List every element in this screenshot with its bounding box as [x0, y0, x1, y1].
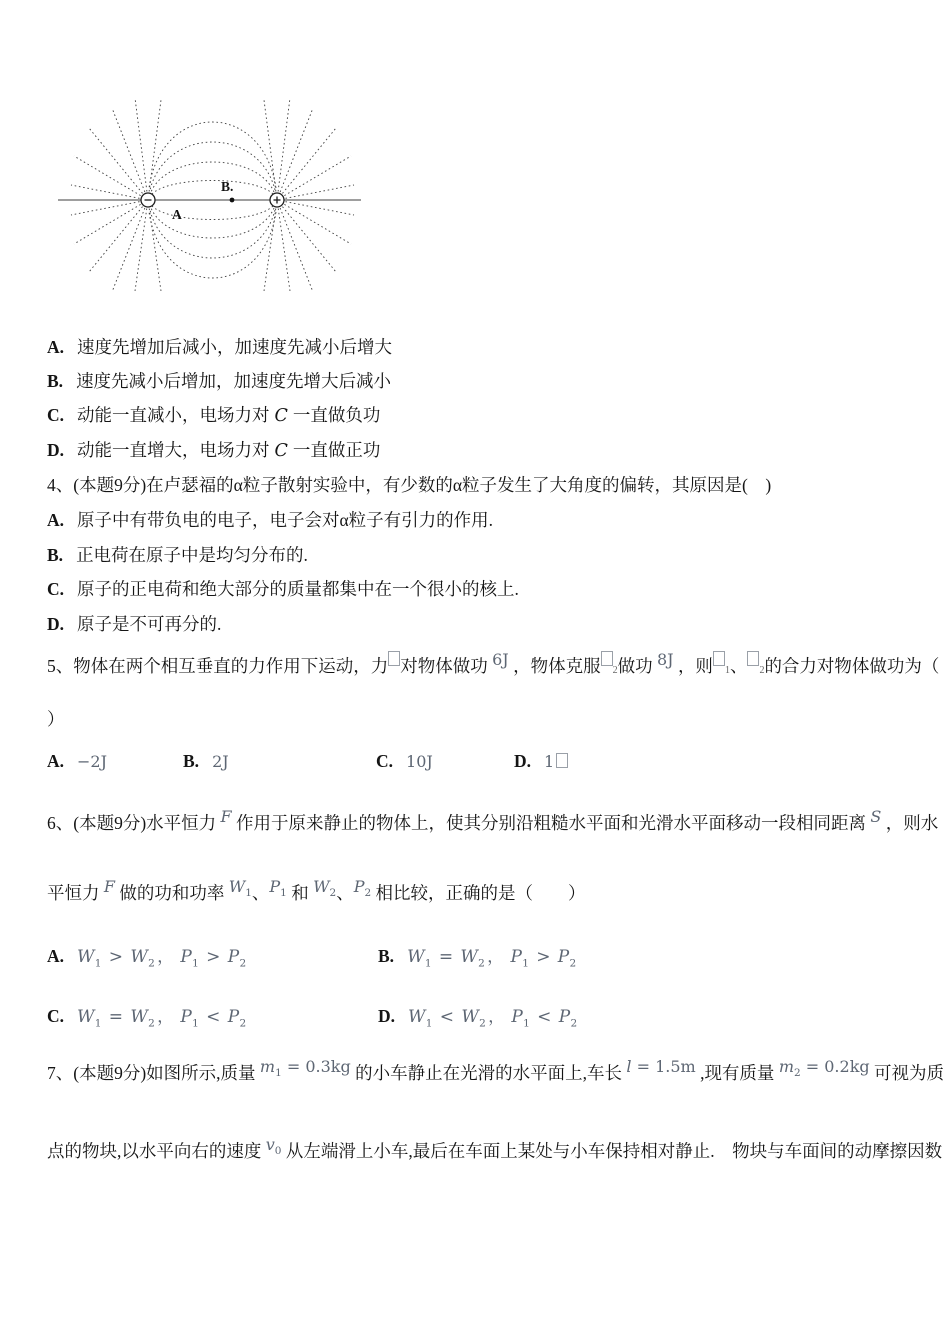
stem-text: 点的物块,以水平向右的速度 — [47, 1141, 262, 1161]
formula-distance-S: S — [870, 807, 882, 826]
field-line — [74, 156, 148, 200]
question-7-stem-line-2 — [47, 1135, 943, 1164]
option-formula: $W_1 > W_2$ ， $P_1 > P_2$ — [77, 947, 247, 970]
missing-glyph-box: 1 — [713, 648, 730, 674]
option-label: D. — [514, 751, 532, 771]
stem-text: 的合力对物体做功为（ — [764, 656, 940, 676]
option-label: C. — [47, 579, 65, 599]
option-value: −2J — [77, 752, 108, 771]
box-glyph — [388, 651, 400, 666]
option-text: 动能一直减小，电场力对 — [77, 405, 270, 425]
field-line — [151, 162, 274, 192]
missing-glyph-box — [388, 648, 400, 674]
stem-text: 、 — [336, 883, 354, 903]
option-text: 原子是不可再分的. — [77, 614, 222, 634]
question-6-stem-line-1 — [47, 807, 939, 836]
question-5-stem — [47, 650, 940, 681]
question-4-option-d — [47, 613, 221, 637]
formula-W1: $W_1$ — [228, 877, 252, 900]
option-text: 一直做正功 — [292, 440, 381, 460]
field-line — [112, 200, 148, 292]
stem-text: 和 — [291, 883, 309, 903]
field-line — [71, 185, 148, 200]
field-line — [277, 98, 290, 200]
formula-force-F: F — [220, 807, 232, 826]
stem-text: ,现有质量 — [700, 1063, 775, 1083]
question-3-option-c — [47, 404, 380, 429]
question-4-option-b — [47, 544, 308, 568]
variable-C: C — [274, 406, 288, 426]
missing-glyph-box — [556, 753, 568, 768]
field-line — [148, 200, 161, 291]
option-text: 正电荷在原子中是均匀分布的. — [76, 545, 308, 565]
stem-text: 作用于原来静止的物体上，使其分别沿粗糙水平面和光滑水平面移动一段相同距离 — [236, 813, 867, 833]
box-glyph — [747, 651, 759, 666]
question-3-option-d — [47, 439, 380, 464]
field-line — [277, 200, 354, 215]
question-6-option-a — [47, 945, 246, 969]
stem-text: 平恒力 — [47, 883, 100, 903]
question-6-option-b — [378, 945, 576, 969]
field-line — [71, 200, 148, 215]
field-line — [264, 100, 277, 200]
formula-mass-m2: $m_2 = 0.2kg$ — [778, 1057, 870, 1080]
option-label: C. — [47, 405, 65, 425]
positive-charge-icon — [270, 193, 284, 207]
box-glyph — [713, 651, 725, 666]
field-line — [277, 200, 336, 272]
field-line — [277, 200, 351, 244]
option-label: A. — [47, 751, 65, 771]
field-line — [152, 181, 273, 195]
option-label: B. — [47, 545, 64, 565]
field-line — [150, 142, 275, 190]
option-value: 1 — [544, 752, 555, 771]
option-label: D. — [47, 440, 65, 460]
box-glyph — [601, 651, 613, 666]
question-4-option-a — [47, 509, 493, 533]
formula-W2: $W_2$ — [313, 877, 337, 900]
question-5-close-paren: ） — [47, 709, 65, 729]
field-line — [89, 128, 148, 200]
field-line — [148, 100, 161, 200]
stem-text: 、 — [251, 883, 270, 903]
option-label: C. — [376, 751, 394, 771]
formula-length-l: l = 1.5m — [626, 1057, 696, 1076]
field-line — [151, 208, 274, 238]
formula-P2: $P_2$ — [353, 877, 372, 900]
field-line — [264, 200, 277, 291]
option-label: B. — [183, 751, 200, 771]
question-5-option-b — [183, 750, 229, 774]
stem-text: 的小车静止在光滑的水平面上,车长 — [355, 1063, 622, 1083]
stem-text: 7、(本题9分)如图所示,质量 — [47, 1063, 256, 1083]
question-7-stem-line-1 — [47, 1057, 945, 1086]
question-4-option-c — [47, 578, 519, 602]
question-5-option-c — [376, 750, 433, 774]
field-line — [74, 200, 148, 244]
field-line — [277, 185, 354, 200]
stem-text: ，物体克服 — [513, 656, 601, 676]
stem-text: 做功 — [617, 656, 653, 676]
question-6-stem-line-2 — [47, 877, 586, 906]
field-line — [112, 108, 148, 200]
field-line — [277, 156, 351, 200]
stem-text: 对物体做功 — [400, 656, 488, 676]
point-B-dot — [230, 198, 235, 203]
option-text: 动能一直增大，电场力对 — [77, 440, 270, 460]
option-value: 10J — [406, 752, 433, 771]
field-line — [149, 122, 276, 188]
question-3-option-b — [47, 370, 391, 394]
stem-text: 做的功和功率 — [119, 883, 225, 903]
formula-mass-m1: $m_1 = 0.3kg$ — [259, 1057, 351, 1080]
stem-text: 5、物体在两个相互垂直的力作用下运动，力 — [47, 656, 389, 676]
field-line — [152, 206, 273, 220]
option-label: B. — [47, 371, 64, 391]
field-line — [135, 98, 148, 200]
missing-glyph-box: 2 — [601, 648, 618, 674]
point-B-label: B. — [221, 179, 234, 194]
option-value: 2J — [212, 752, 229, 771]
formula-P1: $P_1$ — [269, 877, 287, 900]
option-text: 速度先减小后增加，加速度先增大后减小 — [76, 371, 392, 391]
formula-work-6J: 6J — [492, 650, 509, 669]
question-6-option-d — [378, 1005, 577, 1029]
stem-text: 从左端滑上小车,最后在车面上某处与小车保持相对静止. 物块与车面间的动摩擦因数 — [285, 1141, 943, 1161]
option-text: 原子的正电荷和绝大部分的质量都集中在一个很小的核上. — [77, 579, 519, 599]
negative-charge-icon — [141, 193, 155, 207]
option-label: A. — [47, 510, 65, 530]
field-line — [150, 210, 275, 258]
question-3-option-a — [47, 336, 392, 360]
option-label: C. — [47, 1006, 65, 1026]
stem-text: 相比较，正确的是（ ） — [375, 883, 586, 903]
field-line — [277, 200, 313, 292]
option-text: 原子中有带负电的电子，电子会对α粒子有引力的作用. — [77, 510, 494, 530]
option-formula: $W_1 = W_2$ ， $P_1 > P_2$ — [407, 947, 577, 970]
option-label: A. — [47, 337, 65, 357]
option-text: 一直做负功 — [292, 405, 381, 425]
question-5-option-a — [47, 750, 107, 774]
stem-text: ，则水 — [885, 813, 939, 833]
formula-work-8J: 8J — [656, 650, 674, 669]
formula-force-F: F — [103, 877, 115, 896]
field-line — [149, 212, 276, 278]
option-formula: $W_1 = W_2$ ， $P_1 < P_2$ — [77, 1007, 247, 1030]
stem-text: 、 — [729, 656, 748, 676]
option-label: D. — [47, 614, 65, 634]
option-label: B. — [378, 946, 395, 966]
field-line — [277, 128, 336, 200]
option-label: D. — [378, 1006, 396, 1026]
stem-text: 6、(本题9分)水平恒力 — [47, 813, 217, 833]
point-A-label: A — [172, 207, 182, 222]
formula-velocity-v0: $v_0$ — [265, 1135, 282, 1158]
question-4-stem: 4、(本题9分)在卢瑟福的α粒子散射实验中，有少数的α粒子发生了大角度的偏转，其原因是( ) — [47, 475, 772, 495]
option-label: A. — [47, 946, 65, 966]
option-text: 速度先增加后减小，加速度先减小后增大 — [77, 337, 393, 357]
stem-text: ，则 — [677, 656, 713, 676]
stem-text: 可视为质 — [874, 1063, 945, 1083]
missing-glyph-box: 2 — [747, 648, 764, 674]
variable-C: C — [274, 441, 288, 461]
field-line — [277, 108, 313, 200]
option-formula: $W_1 < W_2$ ， $P_1 < P_2$ — [408, 1007, 578, 1030]
question-5-option-d — [514, 750, 568, 774]
electric-field-diagram — [55, 88, 367, 294]
field-line — [89, 200, 148, 272]
question-6-option-c — [47, 1005, 246, 1029]
